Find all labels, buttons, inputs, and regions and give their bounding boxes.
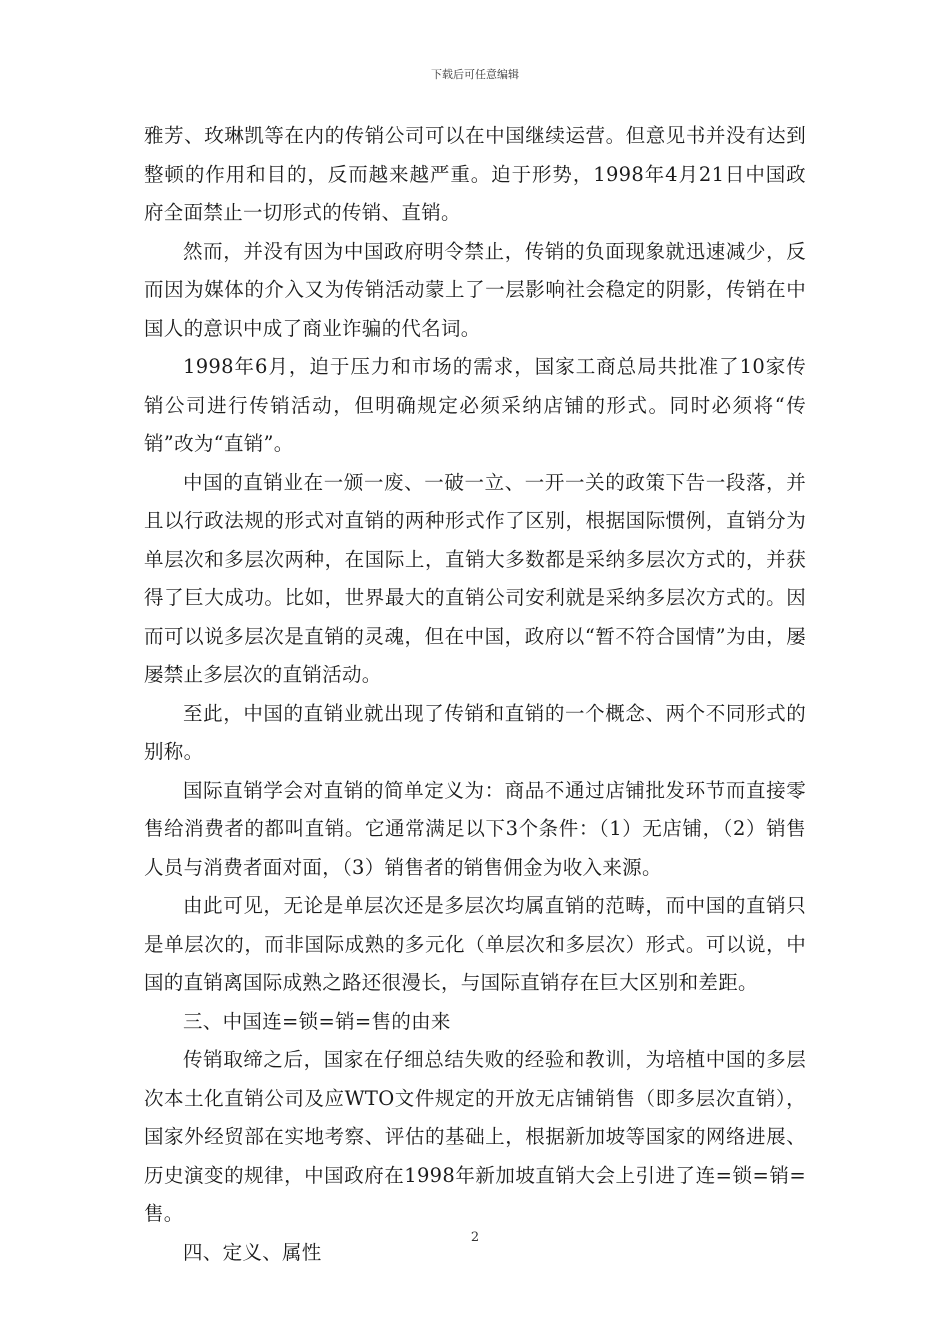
section-heading: 四、定义、属性 (183, 1240, 322, 1264)
paragraph: 1998年6月，迫于压力和市场的需求，国家工商总局共批准了10家传销公司进行传销活动，但明确规定必须采纳店铺的形式。同时必须将“传销”改为“直销”。 (144, 355, 806, 455)
paragraph: 雅芳、玫琳凯等在内的传销公司可以在中国继续运营。但意见书并没有达到整顿的作用和目的，反而越来越严重。迫于形势，1998年4月21日中国政府全面禁止一切形式的传销、直销。 (144, 124, 806, 224)
document-body (144, 117, 806, 1272)
paragraph: 由此可见，无论是单层次还是多层次均属直销的范畴，而中国的直销只是单层次的，而非国际成熟的多元化（单层次和多层次）形式。可以说，中国的直销离国际成熟之路还很漫长，与国际直销存在巨大区别和差距。 (144, 894, 806, 994)
paragraph: 传销取缔之后，国家在仔细总结失败的经验和教训，为培植中国的多层次本土化直销公司及应WTO文件规定的开放无店铺销售（即多层次直销），国家外经贸部在实地考察、评估的基础上，根据新加坡等国家的网络进展、历史演变的规律，中国政府在1998年新加坡直销大会上引进了连=锁=销=售。 (144, 1048, 806, 1225)
page-header: 下载后可任意编辑 (431, 68, 519, 81)
paragraph: 国际直销学会对直销的简单定义为：商品不通过店铺批发环节而直接零售给消费者的都叫直销。它通常满足以下3个条件：（1）无店铺，（2）销售人员与消费者面对面，（3）销售者的销售佣金为收入来源。 (144, 778, 806, 879)
paragraph: 然而，并没有因为中国政府明令禁止，传销的负面现象就迅速减少，反而因为媒体的介入又为传销活动蒙上了一层影响社会稳定的阴影，传销在中国人的意识中成了商业诈骗的代名词。 (144, 239, 806, 340)
section-heading: 三、中国连=锁=销=售的由来 (183, 1009, 451, 1033)
page-number: 2 (470, 1230, 480, 1245)
paragraph: 中国的直销业在一颁一废、一破一立、一开一关的政策下告一段落，并且以行政法规的形式对直销的两种形式作了区别，根据国际惯例，直销分为单层次和多层次两种，在国际上，直销大多数都是采纳多层次方式的，并获得了巨大成功。比如，世界最大的直销公司安利就是采纳多层次方式的。因而可以说多层次是直销的灵魂，但在中国，政府以“暂不符合国情”为由，屡屡禁止多层次的直销活动。 (144, 470, 806, 686)
paragraph: 至此，中国的直销业就出现了传销和直销的一个概念、两个不同形式的别称。 (144, 701, 806, 763)
